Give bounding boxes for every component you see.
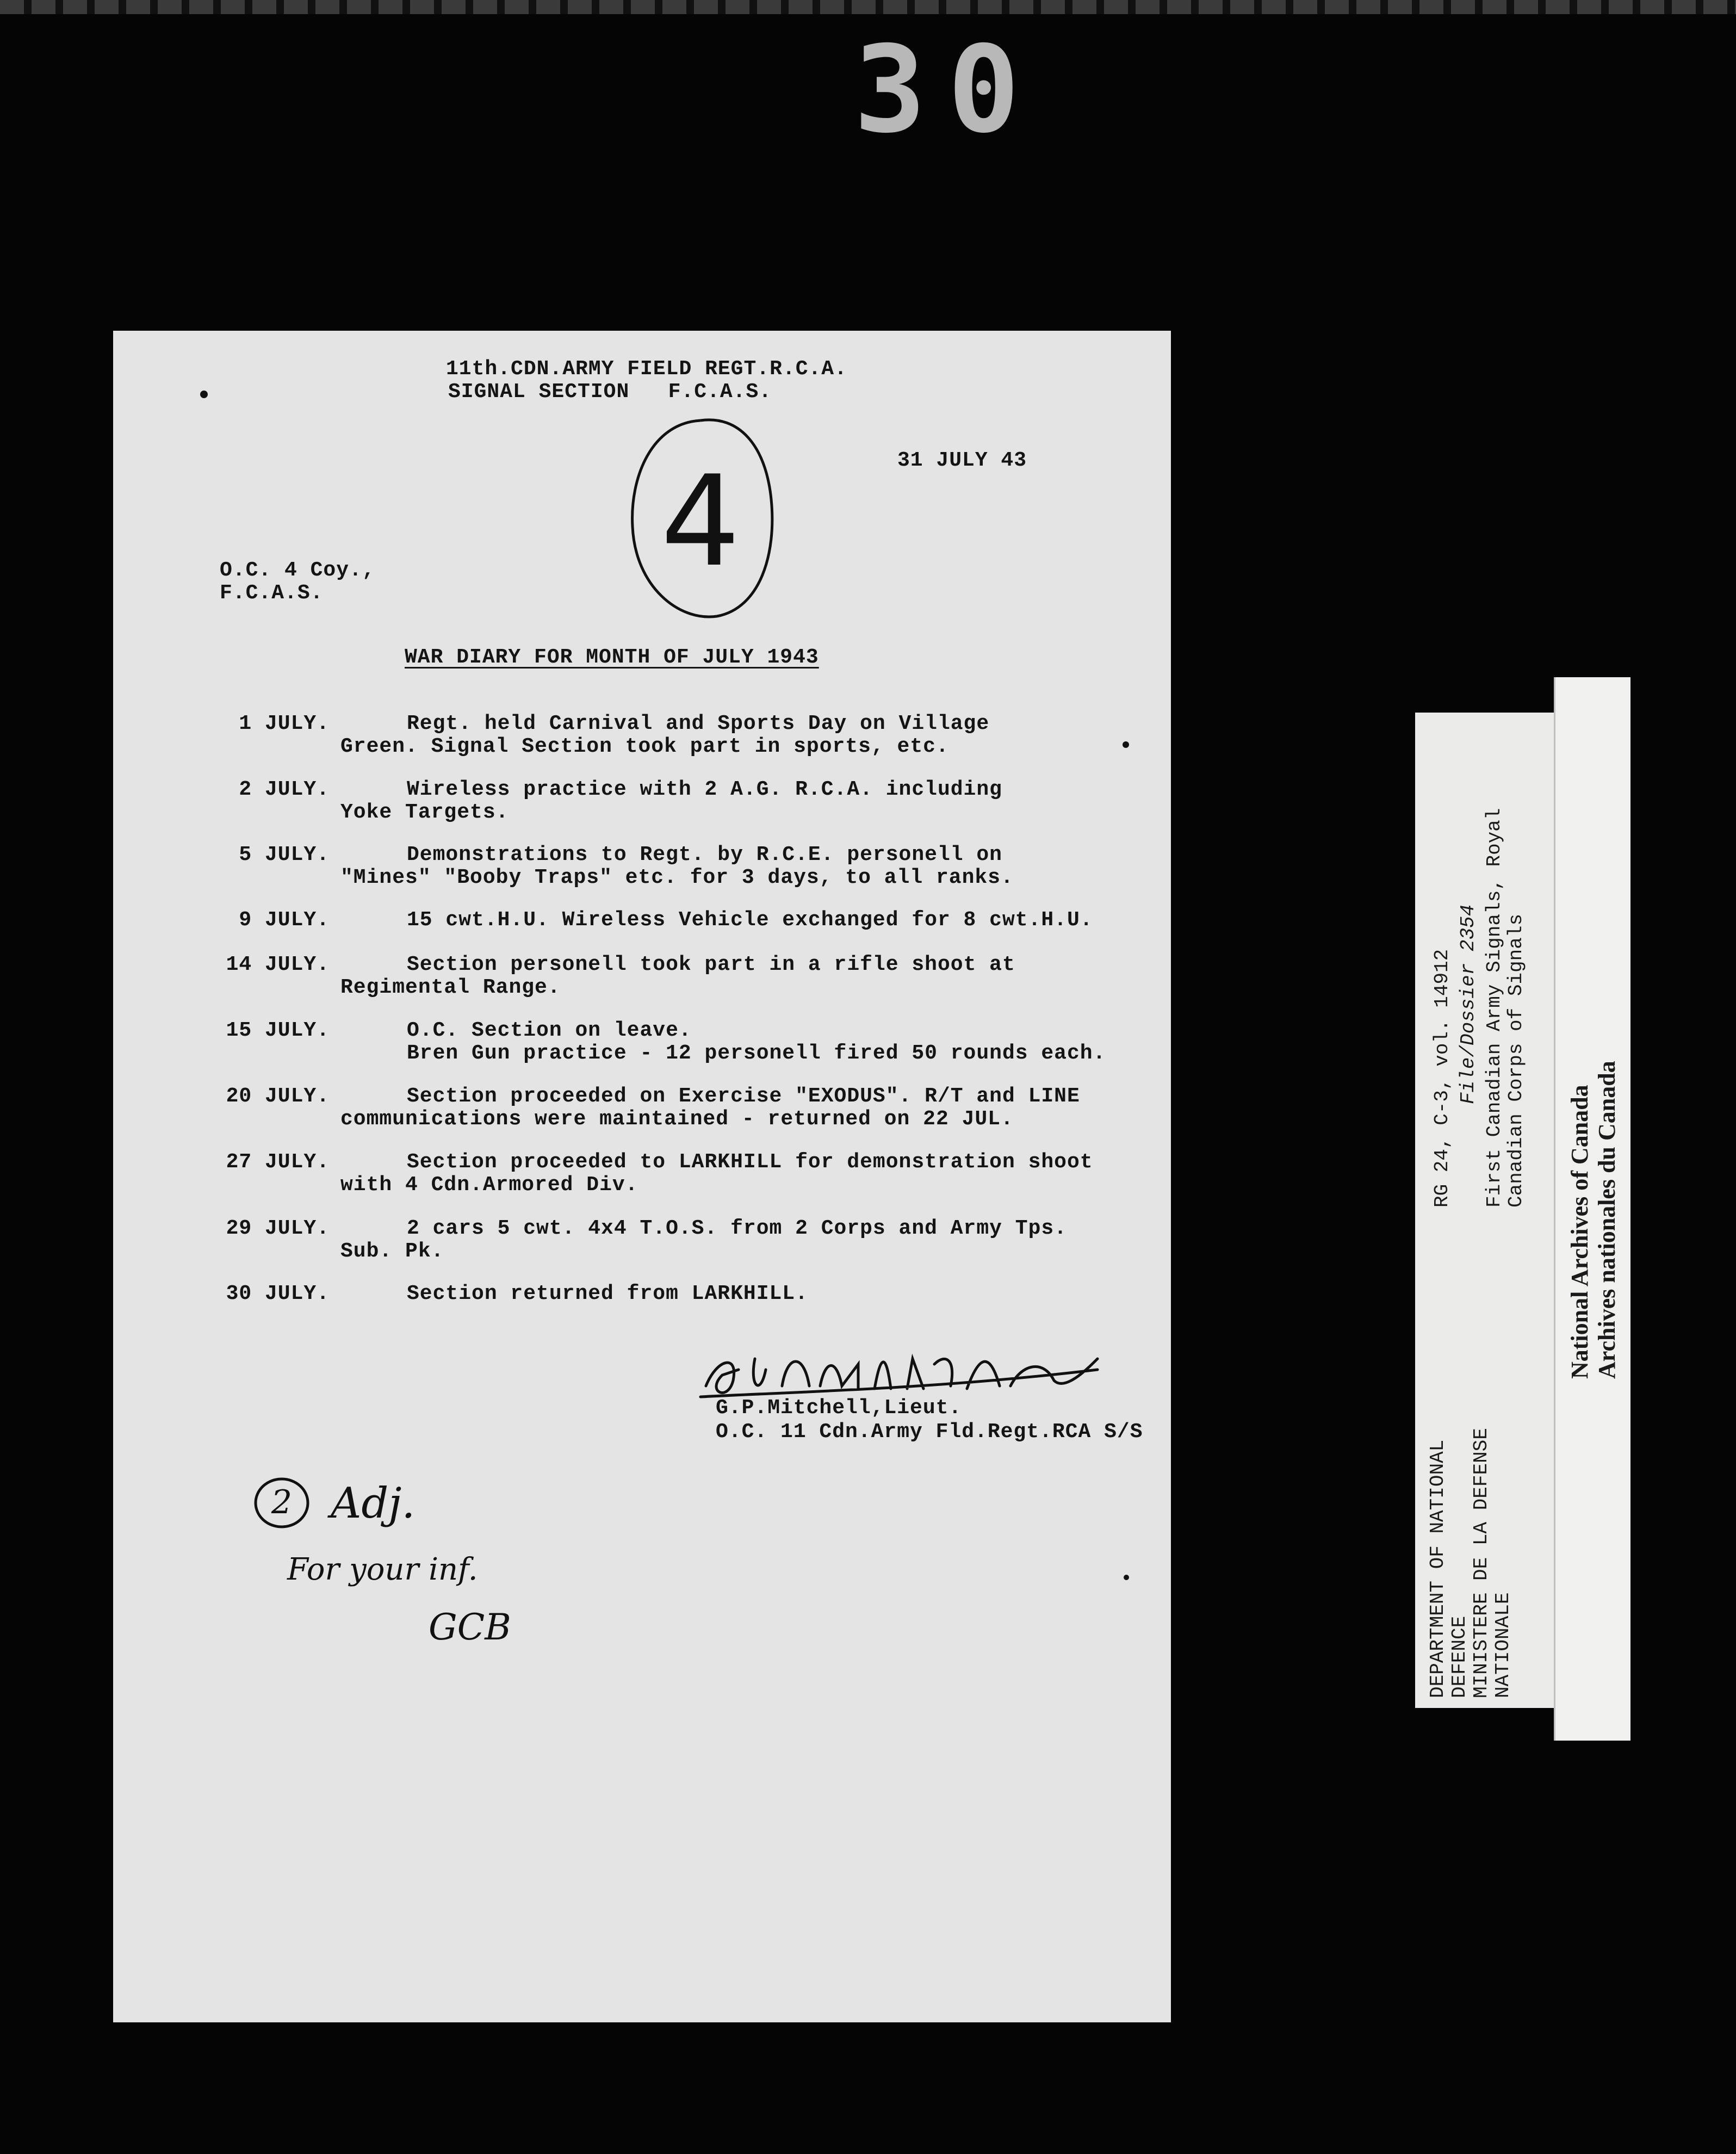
entry-date: 5 JULY. — [239, 843, 330, 866]
ink-speck — [1123, 741, 1129, 748]
letter-date: 31 JULY 43 — [897, 449, 1027, 472]
archives-name-en: National Archives of Canada — [1566, 1085, 1593, 1379]
entry-text-line2: Sub. Pk. — [340, 1240, 444, 1263]
entry-date: 15 JULY. — [226, 1019, 330, 1042]
entry-date: 2 JULY. — [239, 778, 330, 801]
file-description-line-2: Canadian Corps of Signals — [1505, 913, 1527, 1208]
archives-name-fr: Archives nationales du Canada — [1594, 1061, 1620, 1379]
entry-text-line2: Yoke Targets. — [340, 801, 509, 824]
annotation-initials: GCB — [429, 1606, 511, 1648]
entry-date: 20 JULY. — [226, 1085, 330, 1108]
archives-stamp-label — [1554, 677, 1630, 1741]
entry-text-line2: Bren Gun practice - 12 personell fired 50 rounds each. — [407, 1042, 1106, 1065]
circled-number-text: 4 — [660, 449, 741, 595]
film-top-strip — [0, 0, 1736, 14]
circled-number-mark — [619, 412, 782, 630]
entry-text-line1: Section proceeded to LARKHILL for demonstration shoot — [407, 1150, 1093, 1174]
entry-text-line1: 15 cwt.H.U. Wireless Vehicle exchanged for 8 cwt.H.U. — [407, 908, 1093, 932]
file-description-line-1: First Canadian Army Signals, Royal — [1483, 808, 1505, 1208]
ink-speck — [200, 391, 208, 398]
entry-date: 29 JULY. — [226, 1217, 330, 1240]
entry-text-line1: Section returned from LARKHILL. — [407, 1282, 808, 1305]
entry-text-line2: "Mines" "Booby Traps" etc. for 3 days, to all ranks. — [340, 866, 1014, 889]
entry-text-line2: Regimental Range. — [340, 976, 561, 999]
annotation-line-2: For your inf. — [287, 1552, 478, 1587]
dept-line-1: DEPARTMENT OF NATIONAL — [1427, 1439, 1449, 1698]
entry-text-line1: Regt. held Carnival and Sports Day on Village — [407, 712, 990, 735]
signatory-unit: O.C. 11 Cdn.Army Fld.Regt.RCA S/S — [716, 1420, 1143, 1444]
entry-text-line1: Demonstrations to Regt. by R.C.E. personell on — [407, 843, 1002, 866]
dept-line-4: NATIONALE — [1492, 1592, 1514, 1698]
entry-date: 27 JULY. — [226, 1150, 330, 1174]
entry-text-line1: 2 cars 5 cwt. 4x4 T.O.S. from 2 Corps and Army Tps. — [407, 1217, 1067, 1240]
entry-date: 14 JULY. — [226, 953, 330, 976]
annotation-number: 2 — [271, 1483, 293, 1521]
annotation-line-1: Adj. — [331, 1479, 416, 1528]
record-group-reference: RG 24, C-3, vol. 14912 — [1431, 949, 1453, 1208]
entry-text-line1: Wireless practice with 2 A.G. R.C.A. including — [407, 778, 1002, 801]
entry-text-line2: with 4 Cdn.Armored Div. — [340, 1173, 638, 1197]
war-diary-page — [113, 331, 1171, 2022]
entry-text-line1: Section proceeded on Exercise "EXODUS". R/T and LINE — [407, 1085, 1080, 1108]
diary-title: WAR DIARY FOR MONTH OF JULY 1943 — [405, 646, 819, 669]
addressee-line-2: F.C.A.S. — [220, 581, 324, 605]
entry-date: 1 JULY. — [239, 712, 330, 735]
entry-text-line1: O.C. Section on leave. — [407, 1019, 692, 1042]
entry-text-line2: Green. Signal Section took part in sports, etc. — [340, 735, 949, 758]
entry-text-line2: communications were maintained - returned on 22 JUL. — [340, 1107, 1014, 1131]
file-dossier-number: File/Dossier 2354 — [1457, 904, 1479, 1104]
handwritten-annotation — [249, 1473, 630, 1658]
signatory-name: G.P.Mitchell,Lieut. — [716, 1396, 962, 1420]
entry-date: 9 JULY. — [239, 908, 330, 932]
entry-text-line1: Section personell took part in a rifle shoot at — [407, 953, 1015, 976]
ink-speck — [1124, 1575, 1129, 1580]
frame-number: 30 — [854, 20, 1041, 159]
archive-reference-label — [1415, 713, 1554, 1708]
entry-date: 30 JULY. — [226, 1282, 330, 1305]
dept-line-2: DEFENCE — [1448, 1616, 1471, 1698]
section-heading: SIGNAL SECTION F.C.A.S. — [448, 380, 772, 404]
unit-heading: 11th.CDN.ARMY FIELD REGT.R.C.A. — [446, 357, 847, 381]
dept-line-3: MINISTERE DE LA DEFENSE — [1470, 1428, 1492, 1698]
addressee-line-1: O.C. 4 Coy., — [220, 559, 375, 582]
